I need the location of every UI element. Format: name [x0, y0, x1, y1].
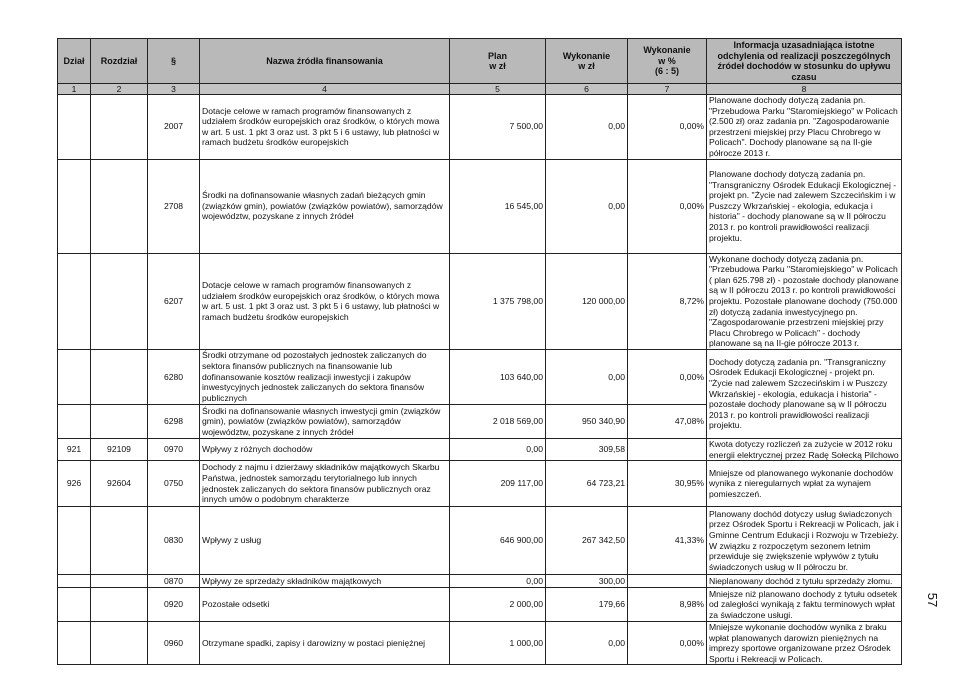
nazwa-cell: Wpływy ze sprzedaży składników majątkowych [200, 575, 450, 588]
informacja-cell: Mniejsze od planowanego wykonanie dochodów wynika z nieregularnych wpłat za wynajem pomieszczeń. [707, 461, 902, 507]
table-row [58, 507, 902, 575]
informacja-cell: Planowane dochody dotyczą zadania pn. "Przebudowa Parku "Staromiejskiego" w Policach (2.500 zł) oraz zadania pn. "Zagospodarowanie przestrzeni miejskiej przy Placu Chrobrego w Policach". Dochody planowane są na II-gie półrocze 2013 r. [707, 95, 902, 160]
header-pct-line1: Wykonanie [643, 45, 691, 56]
informacja-cell: Mniejsze wykonanie dochodów wynika z braku wpłat planowanych darowizn pieniężnych na imprezy sportowe organizowane przez Ośrodek Sportu i Rekreacji w Policach. [707, 622, 902, 665]
page-number: 57 [925, 592, 940, 608]
procent-cell: 8,72% [628, 253, 707, 349]
nazwa-cell: Środki otrzymane od pozostałych jednostek zaliczanych do sektora finansów publicznych na finansowanie lub dofinansowanie kosztów realizacji inwestycji i zakupów inwestycyjnych jednostek zaliczanych do sektora finansów publicznych [200, 349, 450, 404]
plan-cell: 16 545,00 [450, 159, 546, 253]
paragraf-cell: 6280 [148, 349, 200, 404]
table-row [58, 159, 902, 253]
nazwa-cell: Pozostałe odsetki [200, 588, 450, 622]
plan-cell: 1 000,00 [450, 622, 546, 665]
wykonanie-cell: 309,58 [546, 438, 628, 460]
colnum-7: 7 [628, 84, 707, 95]
header-informacja: Informacja uzasadniająca istotne odchylenia od realizacji poszczególnych źródeł dochodów w stosunku do upływu czasu [707, 39, 902, 84]
table-row [58, 461, 902, 507]
table-row [58, 575, 902, 588]
paragraf-cell: 6298 [148, 404, 200, 438]
nazwa-cell: Środki na dofinansowanie własnych zadań bieżących gmin (związków gmin), powiatów (związków powiatów), samorządów województw, pozyskane z innych źródeł [200, 159, 450, 253]
table-row [58, 253, 902, 349]
header-pct-line2: w % [658, 55, 676, 66]
header-nazwa: Nazwa źródła finansowania [200, 39, 450, 84]
table-row [58, 622, 902, 665]
wykonanie-cell: 120 000,00 [546, 253, 628, 349]
wykonanie-cell: 300,00 [546, 575, 628, 588]
nazwa-cell: Wpływy z różnych dochodów [200, 438, 450, 460]
colnum-2: 2 [91, 84, 148, 95]
header-paragraf: § [148, 39, 200, 84]
procent-cell: 8,98% [628, 588, 707, 622]
header-rozdzial: Rozdział [91, 39, 148, 84]
wykonanie-cell: 179,66 [546, 588, 628, 622]
dzial-cell: 921 [58, 438, 91, 460]
procent-cell: 0,00% [628, 95, 707, 160]
header-plan [450, 39, 546, 84]
procent-cell: 0,00% [628, 159, 707, 253]
wykonanie-cell: 0,00 [546, 349, 628, 404]
paragraf-cell: 0970 [148, 438, 200, 460]
nazwa-cell: Otrzymane spadki, zapisy i darowizny w postaci pieniężnej [200, 622, 450, 665]
header-wykonanie-line2: w zł [578, 61, 595, 71]
procent-cell: 0,00% [628, 622, 707, 665]
procent-cell: 47,08% [628, 404, 707, 438]
rozdzial-cell: 92109 [91, 438, 148, 460]
income-report-table [57, 38, 902, 665]
column-number-row [58, 84, 902, 95]
wykonanie-cell: 950 340,90 [546, 404, 628, 438]
colnum-3: 3 [148, 84, 200, 95]
header-wykonanie-line1: Wykonanie [562, 50, 611, 61]
informacja-cell: Planowany dochód dotyczy usług świadczonych przez Ośrodek Sportu i Rekreacji w Policach, jak i Gminne Centrum Edukacji i Rozwoju w Trzebieży. W związku z rozpoczętym sezonem letnim przewiduje się zwiększenie wpływów z tytułu świadczonych usług w II półroczu br. [707, 507, 902, 575]
table-row [58, 349, 902, 404]
informacja-cell: Wykonane dochody dotyczą zadania pn. "Przebudowa Parku "Staromiejskiego" w Policach ( plan 625.798 zł) - pozostałe dochody planowane są w II półroczu 2013 r. po kontroli prawidłowości projektu. Pozostałe planowane dochody (750.000 zł) dotyczą zadania inwestycyjnego pn. "Zagospodarowanie przestrzeni miejskiej przy Placu Chrobrego w Policach" - dochody planowane są na II-gie półrocze 2013 r. [707, 253, 902, 349]
wykonanie-cell: 0,00 [546, 622, 628, 665]
procent-cell [628, 438, 707, 460]
nazwa-cell: Wpływy z usług [200, 507, 450, 575]
wykonanie-cell: 267 342,50 [546, 507, 628, 575]
plan-cell: 2 018 569,00 [450, 404, 546, 438]
procent-cell: 30,95% [628, 461, 707, 507]
plan-cell: 1 375 798,00 [450, 253, 546, 349]
plan-cell: 103 640,00 [450, 349, 546, 404]
procent-cell [628, 575, 707, 588]
paragraf-cell: 2007 [148, 95, 200, 160]
nazwa-cell: Dochody z najmu i dzierżawy składników majątkowych Skarbu Państwa, jednostek samorządu terytorialnego lub innych jednostek zaliczanych do sektora finansów publicznych oraz innych umów o podobnym charakterze [200, 461, 450, 507]
rozdzial-cell: 92604 [91, 461, 148, 507]
plan-cell: 646 900,00 [450, 507, 546, 575]
informacja-cell: Mniejsze niż planowano dochody z tytułu odsetek od zaległości wynikają z faktu terminowych wpłat za świadczone usługi. [707, 588, 902, 622]
nazwa-cell: Dotacje celowe w ramach programów finansowanych z udziałem środków europejskich oraz środków, o których mowa w art. 5 ust. 1 pkt 3 oraz ust. 3 pkt 5 i 6 ustawy, lub płatności w ramach budżetu środków europejskich [200, 253, 450, 349]
colnum-4: 4 [200, 84, 450, 95]
header-row [58, 39, 902, 84]
wykonanie-cell: 64 723,21 [546, 461, 628, 507]
plan-cell: 0,00 [450, 438, 546, 460]
header-pct-line3: (6 : 5) [654, 66, 679, 77]
header-dzial: Dział [58, 39, 91, 84]
table-row [58, 588, 902, 622]
informacja-cell: Kwota dotyczy rozliczeń za zużycie w 2012 roku energii elektrycznej przez Radę Sołecką Pilchowo [707, 438, 902, 460]
paragraf-cell: 0750 [148, 461, 200, 507]
paragraf-cell: 2708 [148, 159, 200, 253]
header-plan-line1: Plan [487, 50, 507, 61]
table-row [58, 95, 902, 160]
informacja-cell: Planowane dochody dotyczą zadania pn. "Transgraniczny Ośrodek Edukacji Ekologicznej - projekt pn. "Życie nad zalewem Szczecińskim i w Puszczy Wkrzańskiej - ekologia, edukacja i historia" - dochody planowane są w II półroczu 2013 r. po kontroli prawidłowości realizacji projektu. [707, 159, 902, 253]
wykonanie-cell: 0,00 [546, 159, 628, 253]
paragraf-cell: 0830 [148, 507, 200, 575]
colnum-6: 6 [546, 84, 628, 95]
paragraf-cell: 0960 [148, 622, 200, 665]
header-plan-line2: w zł [489, 61, 506, 71]
plan-cell: 2 000,00 [450, 588, 546, 622]
header-wykonanie [546, 39, 628, 84]
procent-cell: 41,33% [628, 507, 707, 575]
colnum-1: 1 [58, 84, 91, 95]
plan-cell: 7 500,00 [450, 95, 546, 160]
paragraf-cell: 0920 [148, 588, 200, 622]
plan-cell: 0,00 [450, 575, 546, 588]
colnum-8: 8 [707, 84, 902, 95]
dzial-cell: 926 [58, 461, 91, 507]
informacja-cell: Nieplanowany dochód z tytułu sprzedaży złomu. [707, 575, 902, 588]
wykonanie-cell: 0,00 [546, 95, 628, 160]
table-row [58, 438, 902, 460]
colnum-5: 5 [450, 84, 546, 95]
informacja-cell: Dochody dotyczą zadania pn. "Transgraniczny Ośrodek Edukacji Ekologicznej - projekt pn. "Życie nad zalewem Szczecińskim i w Puszczy Wkrzańskiej - ekologia, edukacja i historia" - pozostałe dochody planowane są w II półroczu 2013 r. po kontroli prawidłowości realizacji projektu. [707, 349, 902, 438]
header-wykonanie-pct [628, 39, 707, 84]
paragraf-cell: 6207 [148, 253, 200, 349]
paragraf-cell: 0870 [148, 575, 200, 588]
plan-cell: 209 117,00 [450, 461, 546, 507]
nazwa-cell: Środki na dofinansowanie własnych inwestycji gmin (związków gmin), powiatów (związków powiatów), samorządów województw, pozyskane z innych źródeł [200, 404, 450, 438]
procent-cell: 0,00% [628, 349, 707, 404]
nazwa-cell: Dotacje celowe w ramach programów finansowanych z udziałem środków europejskich oraz środków, o których mowa w art. 5 ust. 1 pkt 3 oraz ust. 3 pkt 5 i 6 ustawy, lub płatności w ramach budżetu środków europejskich [200, 95, 450, 160]
